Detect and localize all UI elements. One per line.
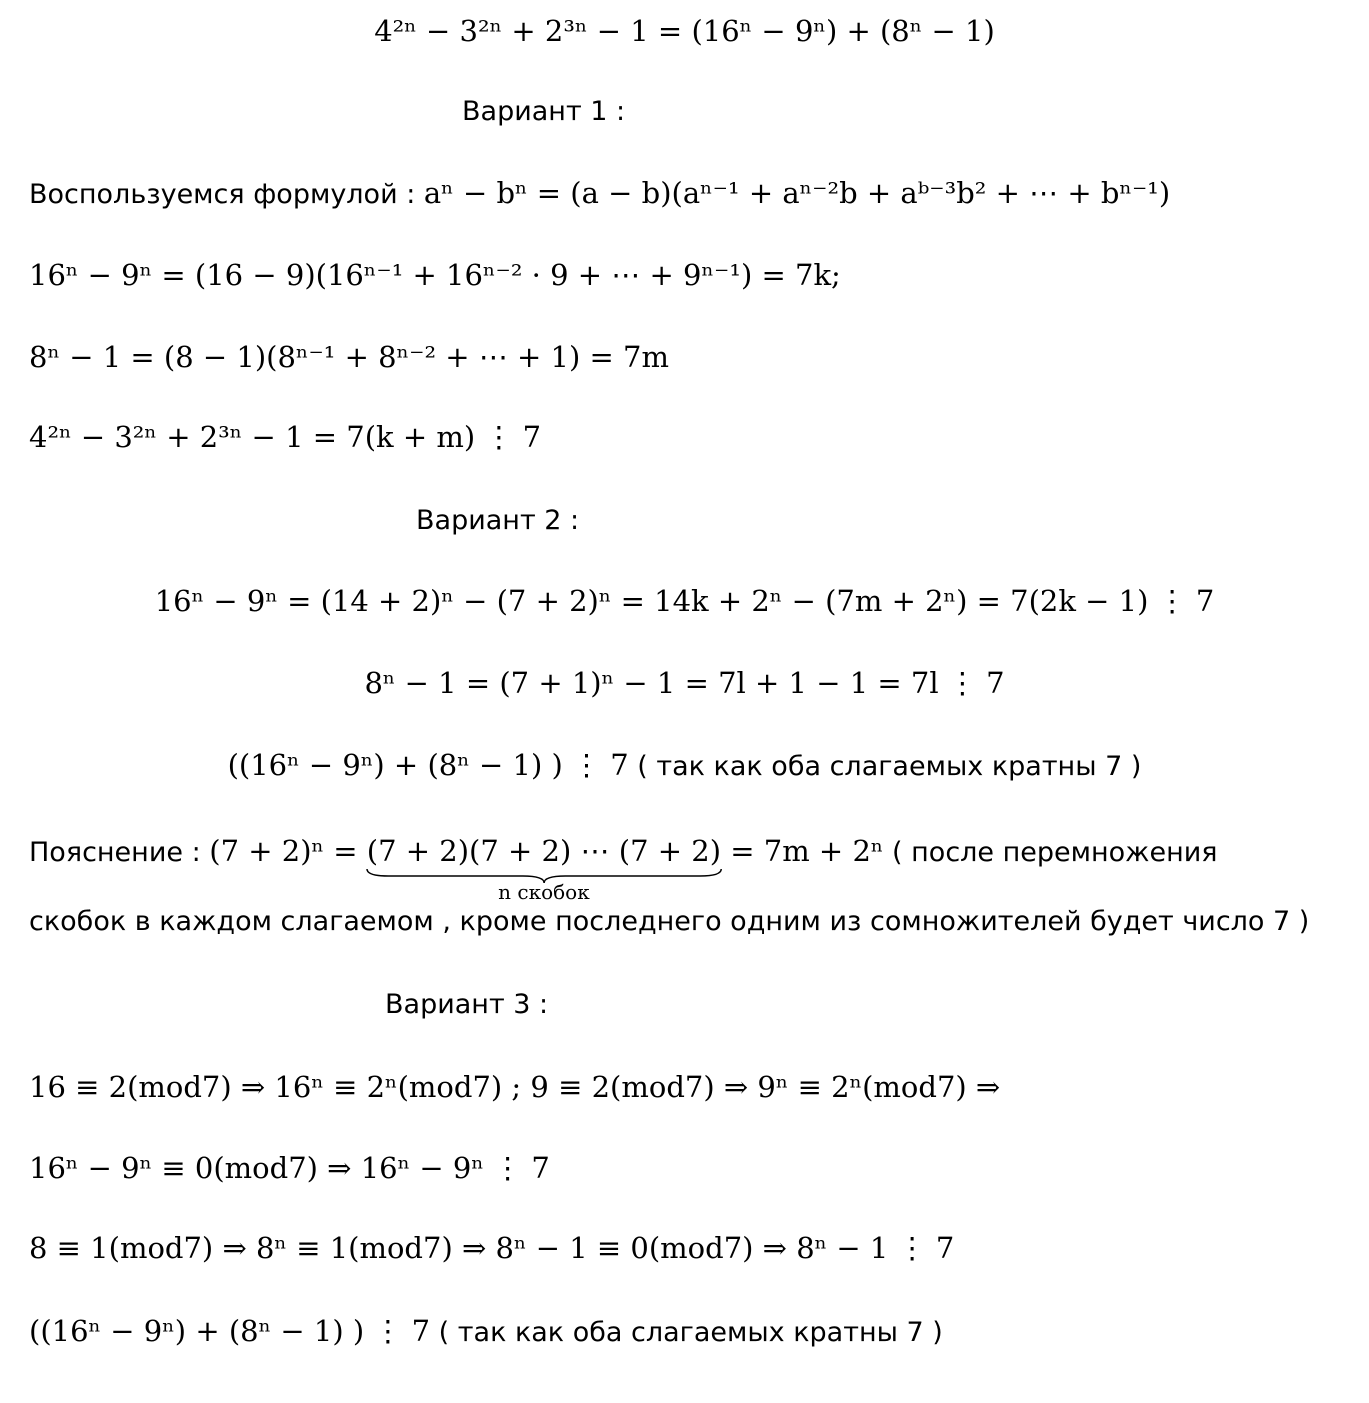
variant-3-conclusion-math: ((16ⁿ − 9ⁿ) + (8ⁿ − 1) ) ⋮ 7 xyxy=(29,1314,431,1348)
variant-3-conclusion xyxy=(29,1314,943,1348)
variant-1-line-1: 16ⁿ − 9ⁿ = (16 − 9)(16ⁿ⁻¹ + 16ⁿ⁻² · 9 + ⋯ + 9ⁿ⁻¹) = 7k; xyxy=(29,258,841,292)
underbrace-label: n скобок xyxy=(498,880,590,904)
explanation-brace-expression: (7 + 2)(7 + 2) ⋯ (7 + 2) xyxy=(366,834,722,868)
variant-1-title: Вариант 1 : xyxy=(462,96,626,127)
variant-2-line-1: 16ⁿ − 9ⁿ = (14 + 2)ⁿ − (7 + 2)ⁿ = 14k + 2ⁿ − (7m + 2ⁿ) = 7(2k − 1) ⋮ 7 xyxy=(154,584,1215,618)
explanation-text-2: скобок в каждом слагаемом , кроме последнего одним из сомножителей будет число 7 ) xyxy=(29,906,1310,937)
formula-intro: Воспользуемся формулой : xyxy=(29,179,424,210)
variant-3-line-2: 16ⁿ − 9ⁿ ≡ 0(mod7) ⇒ 16ⁿ − 9ⁿ ⋮ 7 xyxy=(29,1151,550,1185)
explanation-lhs: (7 + 2)ⁿ = xyxy=(209,834,367,868)
formula: aⁿ − bⁿ = (a − b)(aⁿ⁻¹ + aⁿ⁻²b + aᵇ⁻³b² + ⋯ + bⁿ⁻¹) xyxy=(423,176,1171,210)
variant-2-line-2: 8ⁿ − 1 = (7 + 1)ⁿ − 1 = 7l + 1 − 1 = 7l ⋮ 7 xyxy=(364,666,1005,700)
explanation-label: Пояснение : xyxy=(29,837,210,868)
variant-2-conclusion-text: ( так как оба слагаемых кратны 7 ) xyxy=(628,751,1142,782)
variant-2-title: Вариант 2 : xyxy=(416,505,580,536)
variant-1-line-3: 4²ⁿ − 3²ⁿ + 2³ⁿ − 1 = 7(k + m) ⋮ 7 xyxy=(29,420,542,454)
variant-3-line-1: 16 ≡ 2(mod7) ⇒ 16ⁿ ≡ 2ⁿ(mod7) ; 9 ≡ 2(mod7) ⇒ 9ⁿ ≡ 2ⁿ(mod7) ⇒ xyxy=(29,1070,1001,1104)
variant-3-line-3: 8 ≡ 1(mod7) ⇒ 8ⁿ ≡ 1(mod7) ⇒ 8ⁿ − 1 ≡ 0(mod7) ⇒ 8ⁿ − 1 ⋮ 7 xyxy=(29,1231,955,1265)
explanation-text-1: ( после перемножения xyxy=(883,837,1218,868)
formula-line xyxy=(29,176,1170,210)
variant-1-line-2: 8ⁿ − 1 = (8 − 1)(8ⁿ⁻¹ + 8ⁿ⁻² + ⋯ + 1) = 7m xyxy=(29,340,670,374)
header-equation: 4²ⁿ − 3²ⁿ + 2³ⁿ − 1 = (16ⁿ − 9ⁿ) + (8ⁿ − 1) xyxy=(374,14,995,48)
variant-3-conclusion-text: ( так как оба слагаемых кратны 7 ) xyxy=(430,1317,943,1348)
variant-3-title: Вариант 3 : xyxy=(385,989,549,1020)
underbrace-group xyxy=(366,834,722,904)
explanation-rhs: = 7m + 2ⁿ xyxy=(721,834,884,868)
variant-2-conclusion-math: ((16ⁿ − 9ⁿ) + (8ⁿ − 1) ) ⋮ 7 xyxy=(227,748,629,782)
variant-2-conclusion xyxy=(0,748,1369,782)
explanation-line xyxy=(29,834,1218,904)
